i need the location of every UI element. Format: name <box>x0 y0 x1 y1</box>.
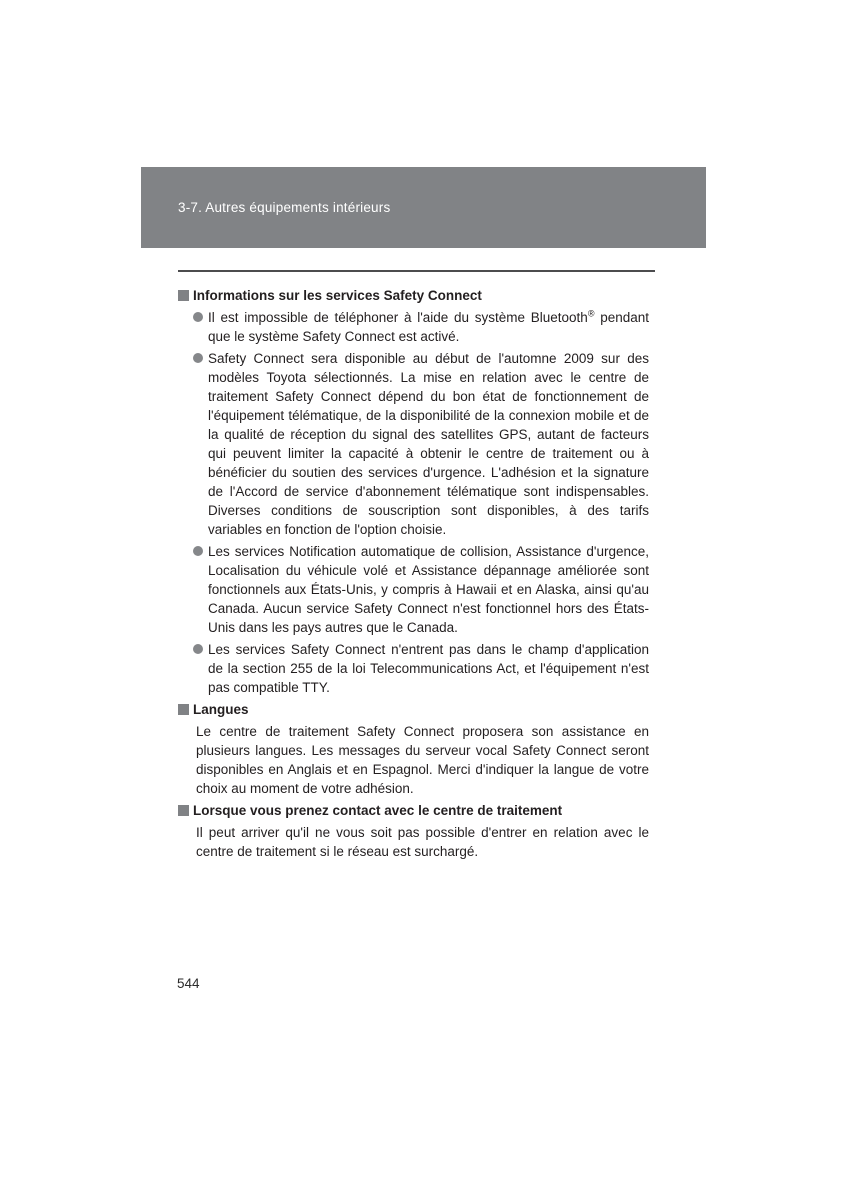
bullet-text <box>208 310 649 344</box>
square-bullet-icon <box>178 290 189 301</box>
bullet-text: Les services Safety Connect n'entrent pas dans le champ d'application de la section 255 de la loi Telecommunications Act, et l'équipement n'est pas compatible TTY. <box>208 642 649 695</box>
bullet-text-post: pendant que le système Safety Connect est activé. <box>208 310 649 344</box>
circle-bullet-icon <box>193 312 203 322</box>
circle-bullet-icon <box>193 353 203 363</box>
page-content <box>178 286 649 864</box>
section-heading-label: Langues <box>193 702 249 717</box>
bullet-text-pre: Il est impossible de téléphoner à l'aide du système Bluetooth <box>208 310 588 325</box>
page-number: 544 <box>177 976 200 991</box>
chapter-title: 3-7. Autres équipements intérieurs <box>178 200 391 215</box>
circle-bullet-icon <box>193 644 203 654</box>
bullet-item-service-regions <box>178 542 649 637</box>
square-bullet-icon <box>178 704 189 715</box>
bullet-item-tty <box>178 640 649 697</box>
circle-bullet-icon <box>193 546 203 556</box>
bullet-text: Les services Notification automatique de collision, Assistance d'urgence, Localisation du véhicule volé et Assistance dépannage améliorée sont fonctionnels aux États-Unis, y compris à Hawaii et en Alaska, ainsi qu'au Canada. Aucun service Safety Connect n'est fonctionnel hors des États-Unis dans les pays autres que le Canada. <box>208 544 649 635</box>
bullet-item-availability <box>178 349 649 539</box>
bullet-item-bluetooth <box>178 308 649 346</box>
section-heading-contact-centre <box>178 801 649 821</box>
section-heading-label: Lorsque vous prenez contact avec le centre de traitement <box>193 803 563 818</box>
section-heading-langues <box>178 700 649 720</box>
divider-rule <box>178 270 655 272</box>
section-heading-safety-connect-info <box>178 286 649 306</box>
paragraph-langues: Le centre de traitement Safety Connect proposera son assistance en plusieurs langues. Les messages du serveur vocal Safety Connect seront disponibles en Anglais et en Espagnol. Merci d'indiquer la langue de votre choix au moment de votre adhésion. <box>196 724 649 796</box>
paragraph-contact-centre: Il peut arriver qu'il ne vous soit pas possible d'entrer en relation avec le centre de traitement si le réseau est surchargé. <box>196 825 649 859</box>
bullet-text: Safety Connect sera disponible au début de l'automne 2009 sur des modèles Toyota sélectionnés. La mise en relation avec le centre de traitement Safety Connect dépend du bon état de fonctionnement de l'équipement télématique, de la disponibilité de la connexion mobile et de la qualité de réception du signal des satellites GPS, autant de facteurs qui peuvent limiter la capacité à obtenir le centre de traitement ou à bénéficier du soutien des services d'urgence. L'adhésion et la signature de l'Accord de service d'abonnement télématique sont indispensables. Diverses conditions de souscription sont disponibles, à des tarifs variables en fonction de l'option choisie. <box>208 351 649 537</box>
registered-trademark-symbol: ® <box>587 308 595 319</box>
section-heading-label: Informations sur les services Safety Connect <box>193 288 482 303</box>
square-bullet-icon <box>178 805 189 816</box>
chapter-header-bar <box>141 167 706 248</box>
